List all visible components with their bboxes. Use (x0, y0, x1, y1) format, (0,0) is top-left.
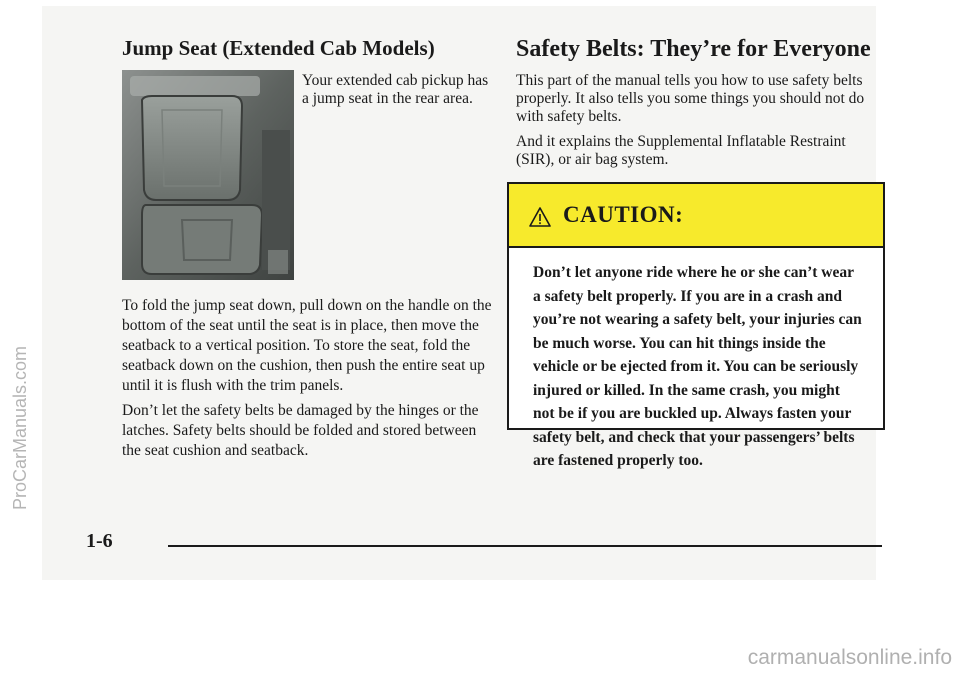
manual-intro: This part of the manual tells you how to use safety belts properly. It also tells you some things you should not do with safety belts. (516, 72, 865, 125)
manual-page (42, 6, 876, 580)
warning-triangle-icon (529, 207, 551, 227)
fold-instructions: To fold the jump seat down, pull down on the handle on the bottom of the seat until the seat is in place, then move the seatback to a vertical position. To store the seat, fold the seatback down on the cushion, then push the entire seat up until it is flush with the trim panels. (122, 297, 492, 394)
side-watermark: ProCarManuals.com (10, 345, 30, 510)
sir-intro: And it explains the Supplemental Inflatable Restraint (SIR), or air bag system. (516, 133, 846, 168)
caution-title: CAUTION: (563, 202, 684, 227)
jump-seat-heading: Jump Seat (Extended Cab Models) (122, 36, 435, 60)
safety-belts-heading: Safety Belts: They’re for Everyone (516, 36, 871, 62)
page-number: 1-6 (86, 530, 113, 552)
belt-storage-note: Don’t let the safety belts be damaged by the hinges or the latches. Safety belts should be folded and stored between the seat cushion and seatback. (122, 402, 479, 459)
jump-seat-illustration (122, 70, 294, 280)
jump-seat-intro: Your extended cab pickup has a jump seat in the rear area. (302, 72, 489, 107)
caution-text: Don’t let anyone ride where he or she can’t wear a safety belt properly. If you are in a crash and you’re not wearing a safety belt, your injuries can be much worse. You can hit things inside the vehicle or be ejected from it. You can be seriously injured or killed. In the same crash, you might not be if you are buckled up. Always fasten your safety belt, and check that your passengers’ belts are fastened properly too. (533, 264, 862, 469)
jump-seat-photo (122, 70, 294, 280)
bottom-watermark: carmanualsonline.info (747, 646, 952, 669)
caution-box (507, 182, 885, 469)
footer-rule (168, 545, 882, 547)
caution-header (509, 184, 883, 248)
